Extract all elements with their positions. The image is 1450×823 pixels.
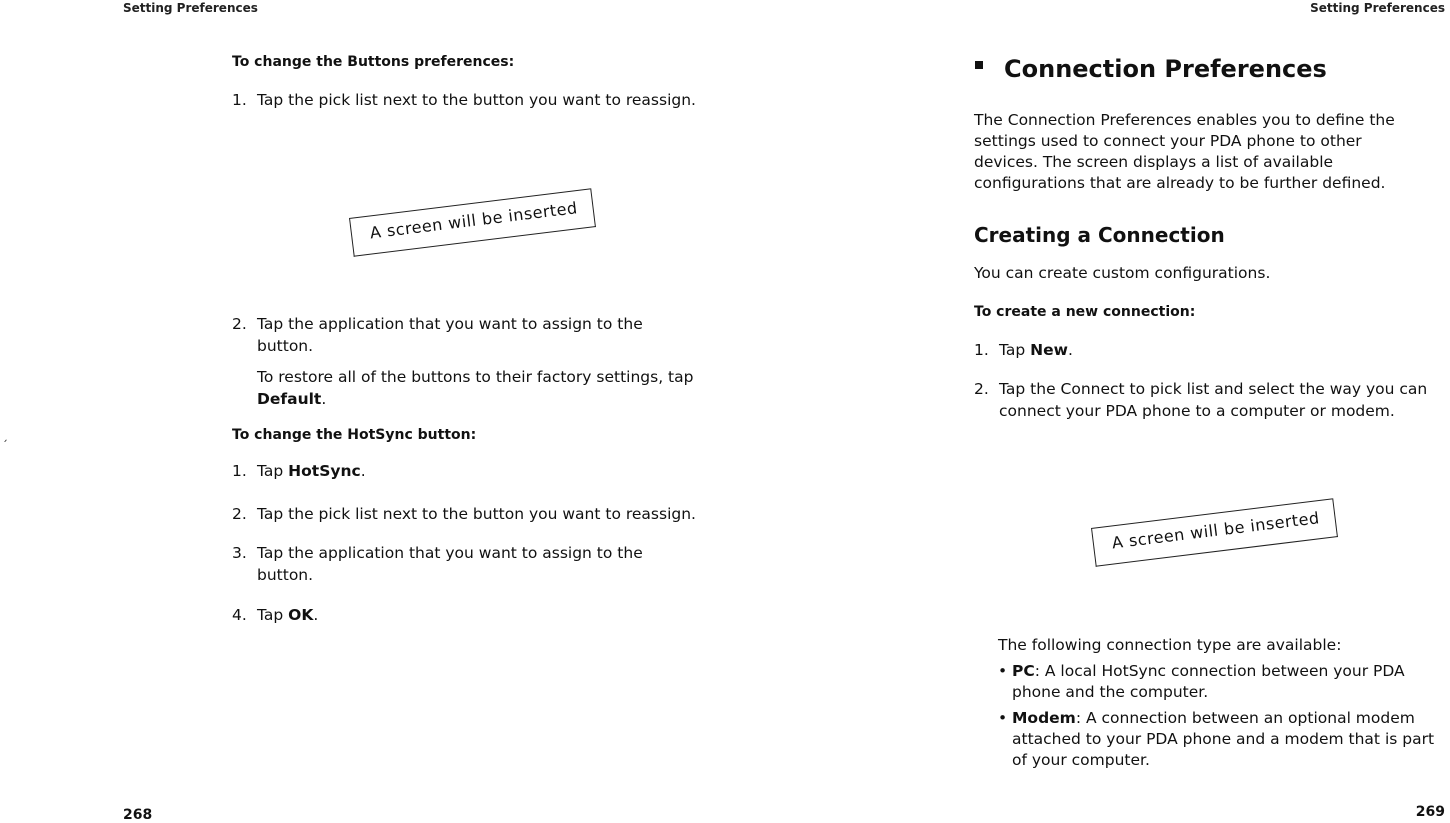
screen-placeholder-left: [349, 188, 596, 256]
running-header-right: Setting Preferences: [1310, 1, 1445, 15]
subsection-title: Creating a Connection: [974, 223, 1225, 247]
placeholder-text: A screen will be inserted: [1110, 508, 1321, 553]
bullet-pc: [998, 661, 1438, 703]
buttons-step-2: [232, 313, 732, 357]
step-number: 2.: [974, 380, 989, 398]
intro-paragraph: [974, 110, 1444, 194]
pc-term: PC: [1012, 662, 1035, 680]
bullet-dot: •: [998, 662, 1008, 680]
intro-line: devices. The screen displays a list of available: [974, 153, 1334, 171]
step-text-line1: Tap the application that you want to assign to the: [257, 544, 643, 562]
step-number: 1.: [232, 462, 247, 480]
margin-mark: ˏ: [2, 428, 8, 442]
step-number: 3.: [232, 544, 247, 562]
page-number-left: 268: [123, 807, 153, 823]
step-prefix: Tap: [257, 462, 289, 480]
hotsync-term: HotSync: [288, 462, 361, 480]
placeholder-frame: [1091, 498, 1338, 566]
intro-line: The Connection Preferences enables you to define the: [974, 111, 1395, 129]
step-text-line2: button.: [257, 566, 314, 584]
step-prefix: Tap: [257, 606, 289, 624]
default-term: Default: [257, 390, 322, 408]
title-bullet-icon: [975, 61, 983, 69]
step-prefix: Tap: [999, 341, 1031, 359]
step-text: Tap the pick list next to the button you want to reassign.: [257, 505, 696, 523]
step-text-line2: button.: [257, 337, 314, 355]
buttons-procedure-heading: To change the Buttons preferences:: [232, 54, 515, 70]
step-text-line2: connect your PDA phone to a computer or modem.: [999, 402, 1395, 420]
step-number: 1.: [974, 341, 989, 359]
note-line1: To restore all of the buttons to their factory settings, tap: [257, 368, 694, 386]
step-number: 2.: [232, 315, 247, 333]
step-number: 2.: [232, 505, 247, 523]
new-connection-procedure-heading: To create a new connection:: [974, 304, 1196, 320]
placeholder-text: A screen will be inserted: [368, 198, 579, 243]
subsection-intro: You can create custom configurations.: [974, 264, 1271, 282]
step-number: 4.: [232, 606, 247, 624]
bullet-line1: : A connection between an optional modem: [1075, 709, 1415, 727]
hotsync-step-2: [232, 503, 732, 525]
hotsync-step-1: [232, 460, 366, 482]
placeholder-frame: [349, 188, 596, 256]
modem-term: Modem: [1012, 709, 1076, 727]
section-title: Connection Preferences: [1004, 55, 1327, 83]
hotsync-procedure-heading: To change the HotSync button:: [232, 427, 477, 443]
bullet-line3: of your computer.: [1012, 751, 1150, 769]
buttons-step-1: [232, 89, 732, 111]
new-term: New: [1030, 341, 1068, 359]
step-suffix: .: [360, 462, 366, 480]
bullet-line2: phone and the computer.: [1012, 683, 1209, 701]
intro-line: configurations that are already to be further defined.: [974, 174, 1386, 192]
step-suffix: .: [1067, 341, 1073, 359]
step-suffix: .: [313, 606, 319, 624]
bullet-modem: [998, 708, 1438, 771]
bullet-line1: : A local HotSync connection between your PDA: [1034, 662, 1405, 680]
page-number-right: 269: [1415, 804, 1445, 820]
bullet-line2: attached to your PDA phone and a modem that is part: [1012, 730, 1435, 748]
intro-line: settings used to connect your PDA phone to other: [974, 132, 1362, 150]
running-header-left: Setting Preferences: [123, 1, 258, 15]
connection-step-2: [974, 378, 1444, 422]
connection-types-intro: The following connection type are available:: [998, 636, 1342, 654]
step-text-line1: Tap the application that you want to assign to the: [257, 315, 643, 333]
restore-defaults-note: [257, 366, 737, 410]
bullet-dot: •: [998, 709, 1008, 727]
step-text-line1: Tap the Connect to pick list and select the way you can: [999, 380, 1428, 398]
note-suffix: .: [321, 390, 327, 408]
hotsync-step-3: [232, 542, 732, 586]
ok-term: OK: [288, 606, 314, 624]
step-text: Tap the pick list next to the button you want to reassign.: [257, 91, 696, 109]
step-number: 1.: [232, 91, 247, 109]
screen-placeholder-right: [1091, 498, 1338, 566]
connection-step-1: [974, 339, 1073, 361]
hotsync-step-4: [232, 604, 318, 626]
